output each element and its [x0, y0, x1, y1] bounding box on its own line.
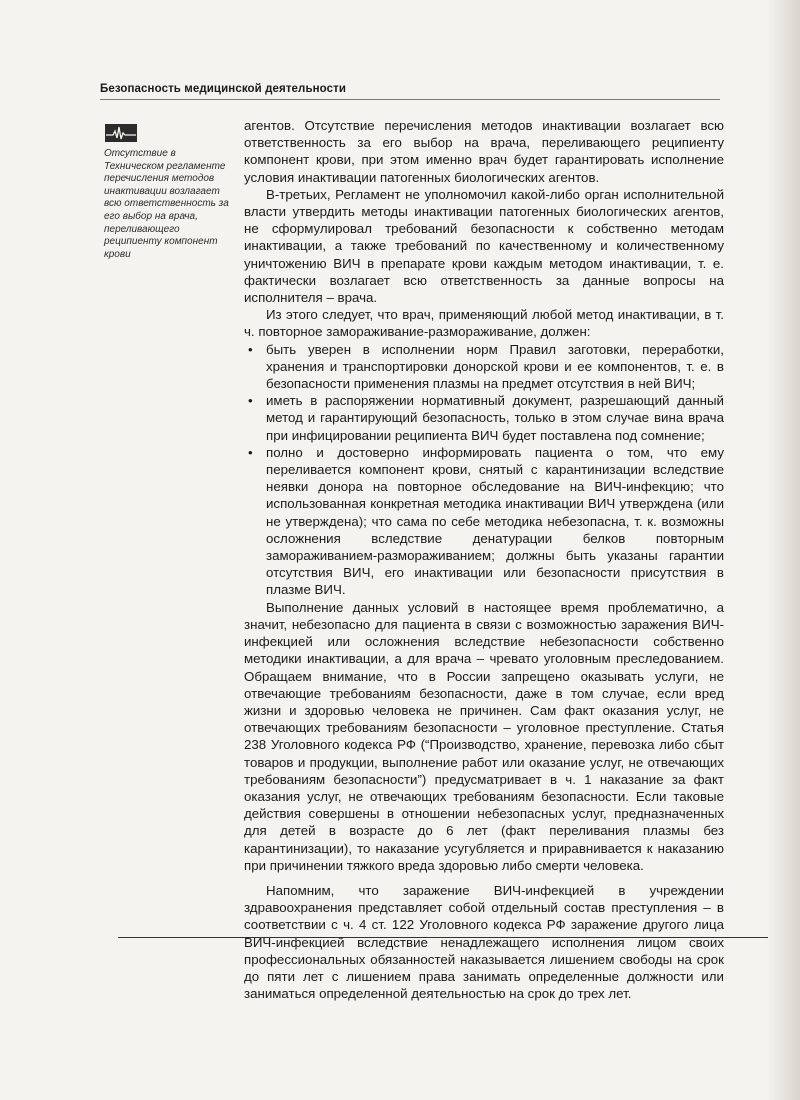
- margin-note: [104, 124, 234, 261]
- paragraph: В-третьих, Регламент не уполномочил какой-либо орган исполнительной власти утвердить методы инактивации патогенных биологических агентов, не сформулировал требований безопасности к собственно методам инактивации, а также требований по качественному и количественному уничтожению ВИЧ в препарате крови каждым методом инактивации, т. е. фактически возлагает всю ответственность за данные вопросы на исполнителя – врача.: [244, 186, 724, 306]
- header-title: Безопасность медицинской деятельности: [100, 83, 347, 95]
- bullet-list: [244, 341, 724, 599]
- running-header: [100, 79, 720, 100]
- bullet-item: • иметь в распоряжении нормативный документ, разрешающий данный метод и гарантирующий безопасность, только в этом случае вина врача при инфицировании реципиента ВИЧ будет поставлена под сомнение;: [244, 392, 724, 444]
- footer-rule: [118, 937, 768, 938]
- bullet-item: • полно и достоверно информировать пациента о том, что ему переливается компонент крови, снятый с карантинизации вследствие неявки донора на повторное обследование на ВИЧ-инфекцию; что использованная конкретная методика инактивации ВИЧ утверждена (или не утверждена); что сама по себе методика небезопасна, т. к. возможны осложнения вследствие денатурации белков повторным замораживанием-размораживанием; должны быть указаны гарантии отсутствия ВИЧ, его инактивации или безопасности присутствия в плазме ВИЧ.: [244, 444, 724, 599]
- header-rule: [100, 99, 720, 100]
- paragraph: Напомним, что заражение ВИЧ-инфекцией в учреждении здравоохранения представляет собой отдельный состав преступления – в соответствии с ч. 4 ст. 122 Уголовного кодекса РФ заражение другого лица ВИЧ-инфекцией вследствие ненадлежащего исполнения лицом своих профессиональных обязанностей наказывается лишением свободы на срок до пяти лет с лишением права занимать определенные должности или заниматься определенной деятельностью на срок до трех лет.: [244, 882, 724, 1002]
- scan-shadow-edge: [766, 0, 800, 1100]
- paragraph: Из этого следует, что врач, применяющий любой метод инактивации, в т. ч. повторное замораживание-размораживание, должен:: [244, 307, 724, 340]
- margin-note-text: Отсутствие в Техническом регламенте перечисления методов инактивации возлагает всю ответственность за его выбор на врача, переливающего реципиенту компонент крови: [104, 148, 229, 260]
- bullet-item: • быть уверен в исполнении норм Правил заготовки, переработки, хранения и транспортировки донорской крови и ее компонентов, т. е. в безопасности применения плазмы на предмет отсутствия в ней ВИЧ;: [244, 341, 724, 393]
- body-text: [244, 117, 724, 1002]
- paragraph: агентов. Отсутствие перечисления методов инактивации возлагает всю ответственность за его выбор на врача, переливающего реципиенту компонент крови, при этом именно врач будет гарантировать исполнение условия инактивации патогенных биологических агентов.: [244, 118, 724, 185]
- paragraph-gap: [244, 874, 724, 882]
- pulse-icon: [105, 124, 137, 142]
- paragraph: Выполнение данных условий в настоящее время проблематично, а значит, небезопасно для пациента в связи с возможностью заражения ВИЧ-инфекцией или осложнения вследствие небезопасности собственно методики инактивации, а для врача – чревато уголовным преследованием. Обращаем внимание, что в России запрещено оказывать услуги, не отвечающие требованиям безопасности, даже в том случае, если вред жизни и здоровью человека не причинен. Сам факт оказания услуг, не отвечающих требованиям безопасности – уголовное преступление. Статья 238 Уголовного кодекса РФ (“Производство, хранение, перевозка либо сбыт товаров и продукции, выполнение работ или оказание услуг, не отвечающих требованиям безопасности”) предусматривает в ч. 1 наказание за факт оказания услуг, не отвечающих требованиям безопасности. Если таковые действия совершены в отношении небезопасных услуг, предназначенных для детей в возрасте до 6 лет (факт переливания плазмы без карантинизации), то наказание усугубляется и приравнивается к наказанию при причинении тяжкого вреда здоровью либо смерти человека.: [244, 599, 724, 873]
